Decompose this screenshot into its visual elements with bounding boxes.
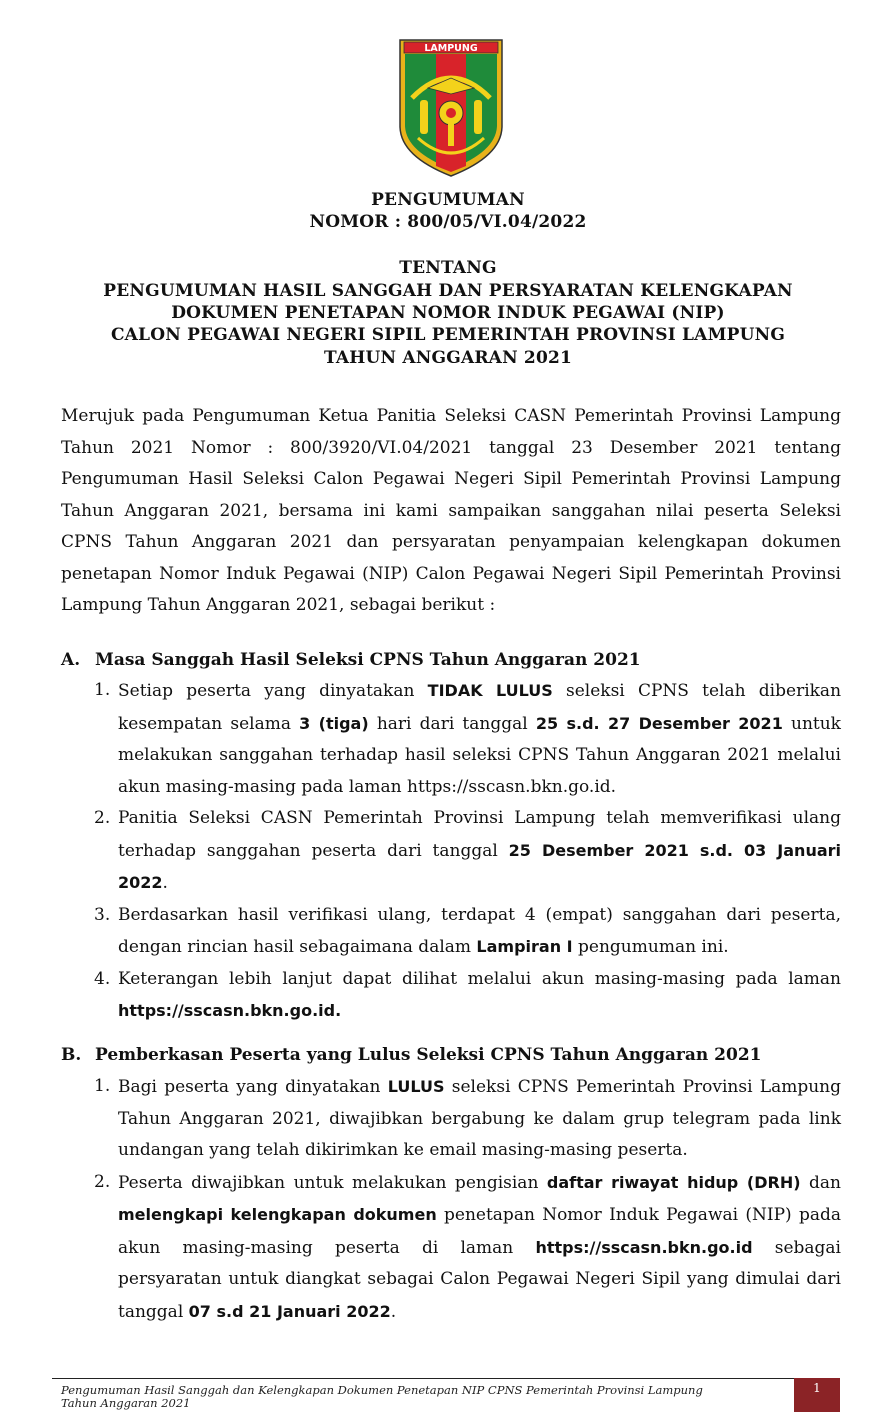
item-text: pengumuman ini.	[572, 937, 729, 957]
item-text: .	[390, 1301, 397, 1322]
list-item	[61, 1167, 841, 1329]
emblem-label: LAMPUNG	[424, 43, 478, 54]
item-text: seleksi CPNS Pemerintah Provinsi Lampung Tahun Anggaran 2021, diwajibkan bergabung ke dalam grup telegram pada link undangan yang telah dikirimkan ke email masing-masing peserta.	[118, 1077, 841, 1160]
item-bold-link-text: https://sscasn.bkn.go.id	[535, 1237, 753, 1257]
item-text: untuk melakukan sanggahan terhadap hasil seleksi CPNS Tahun Anggaran 2021 melalui akun masing-masing pada laman https://sscasn.bkn.go.id.	[118, 713, 841, 797]
item-bold-text: melengkapi kelengkapan dokumen	[118, 1205, 437, 1224]
item-bold-text: 07 s.d 21 Januari 2022	[188, 1301, 391, 1321]
item-bold-text: daftar riwayat hidup (DRH)	[546, 1172, 801, 1192]
footer-line-1: Pengumuman Hasil Sanggah dan Kelengkapan Dokumen Penetapan NIP CPNS Pemerintah Provinsi Lampung	[61, 1383, 703, 1397]
item-bold-text: 25 s.d. 27 Desember 2021	[535, 713, 783, 733]
page-number: 1	[794, 1378, 840, 1412]
item-text: .	[162, 873, 168, 893]
lampung-emblem	[398, 38, 504, 178]
item-bold-link-text: https://sscasn.bkn.go.id.	[118, 1001, 342, 1020]
item-number: 3.	[94, 904, 111, 925]
item-bold-text: Lampiran I	[476, 937, 573, 956]
item-bold-text: 3 (tiga)	[299, 713, 369, 733]
section-letter: B.	[61, 1045, 82, 1065]
list-item	[61, 964, 841, 1028]
item-text: Setiap peserta yang dinyatakan	[118, 681, 428, 701]
item-bold-text: 25 Desember 2021 s.d. 03 Januari 2022	[118, 840, 842, 892]
title-line-4: TAHUN ANGGARAN 2021	[323, 348, 573, 368]
item-number: 2.	[94, 808, 111, 828]
section-title: Masa Sanggah Hasil Seleksi CPNS Tahun Anggaran 2021	[95, 650, 641, 670]
footer-divider	[52, 1378, 794, 1379]
item-number: 1.	[94, 680, 111, 700]
title-line-1: PENGUMUMAN HASIL SANGGAH DAN PERSYARATAN KELENGKAPAN	[103, 281, 793, 301]
item-text: sebagai persyaratan untuk diangkat sebagai Calon Pegawai Negeri Sipil yang dimulai dari tanggal	[118, 1237, 841, 1322]
section-b-list	[61, 1071, 841, 1328]
item-number: 2.	[94, 1171, 111, 1192]
tentang-heading: TENTANG	[399, 258, 497, 278]
section-title: Pemberkasan Peserta yang Lulus Seleksi CPNS Tahun Anggaran 2021	[95, 1045, 762, 1065]
list-item	[61, 1071, 841, 1167]
item-bold-text: TIDAK LULUS	[427, 681, 553, 700]
intro-paragraph: Merujuk pada Pengumuman Ketua Panitia Seleksi CASN Pemerintah Provinsi Lampung Tahun 2021 Nomor : 800/3920/VI.04/2021 tanggal 23 Desember 2021 tentang Pengumuman Hasil Seleksi Calon Pegawai Negeri Sipil Pemerintah Provinsi Lampung Tahun Anggaran 2021, bersama ini kami sampaikan sanggahan nilai peserta Seleksi CPNS Tahun Anggaran 2021 dan persyaratan penyampaian kelengkapan dokumen penetapan Nomor Induk Pegawai (NIP) Calon Pegawai Negeri Sipil Pemerintah Provinsi Lampung Tahun Anggaran 2021, sebagai berikut :	[61, 406, 841, 615]
item-text: Keterangan lebih lanjut dapat dilihat melalui akun masing-masing pada laman	[118, 968, 841, 989]
section-a-heading	[61, 648, 841, 672]
item-text: Panitia Seleksi CASN Pemerintah Provinsi Lampung telah memverifikasi ulang terhadap sanggahan peserta dari tanggal	[118, 808, 841, 861]
title-line-3: CALON PEGAWAI NEGERI SIPIL PEMERINTAH PROVINSI LAMPUNG	[110, 325, 786, 345]
footer-text	[61, 1384, 781, 1410]
item-text: seleksi CPNS telah diberikan kesempatan selama	[118, 681, 842, 734]
item-number: 1.	[94, 1076, 111, 1096]
item-text: penetapan Nomor Induk Pegawai (NIP) pada akun masing-masing peserta di laman	[118, 1205, 841, 1258]
item-text: Berdasarkan hasil verifikasi ulang, terdapat 4 (empat) sanggahan dari peserta, dengan rincian hasil sebagaimana dalam	[118, 904, 841, 957]
list-item	[61, 900, 841, 964]
announcement-number: NOMOR : 800/05/VI.04/2022	[309, 212, 587, 232]
item-text: hari dari tanggal	[368, 713, 536, 734]
section-b-heading	[61, 1043, 841, 1067]
title-line-2: DOKUMEN PENETAPAN NOMOR INDUK PEGAWAI (NIP)	[171, 303, 725, 323]
announcement-heading: PENGUMUMAN	[371, 190, 525, 210]
section-letter: A.	[61, 650, 81, 670]
item-number: 4.	[94, 968, 111, 989]
item-text: dan	[800, 1172, 842, 1193]
item-text: Peserta diwajibkan untuk melakukan pengisian	[118, 1172, 547, 1193]
item-bold-text: LULUS	[387, 1077, 445, 1096]
list-item	[61, 803, 841, 900]
list-item	[61, 675, 841, 803]
item-text: Bagi peserta yang dinyatakan	[118, 1077, 388, 1097]
section-a-list	[61, 675, 841, 1028]
footer-line-2: Tahun Anggaran 2021	[61, 1396, 191, 1410]
